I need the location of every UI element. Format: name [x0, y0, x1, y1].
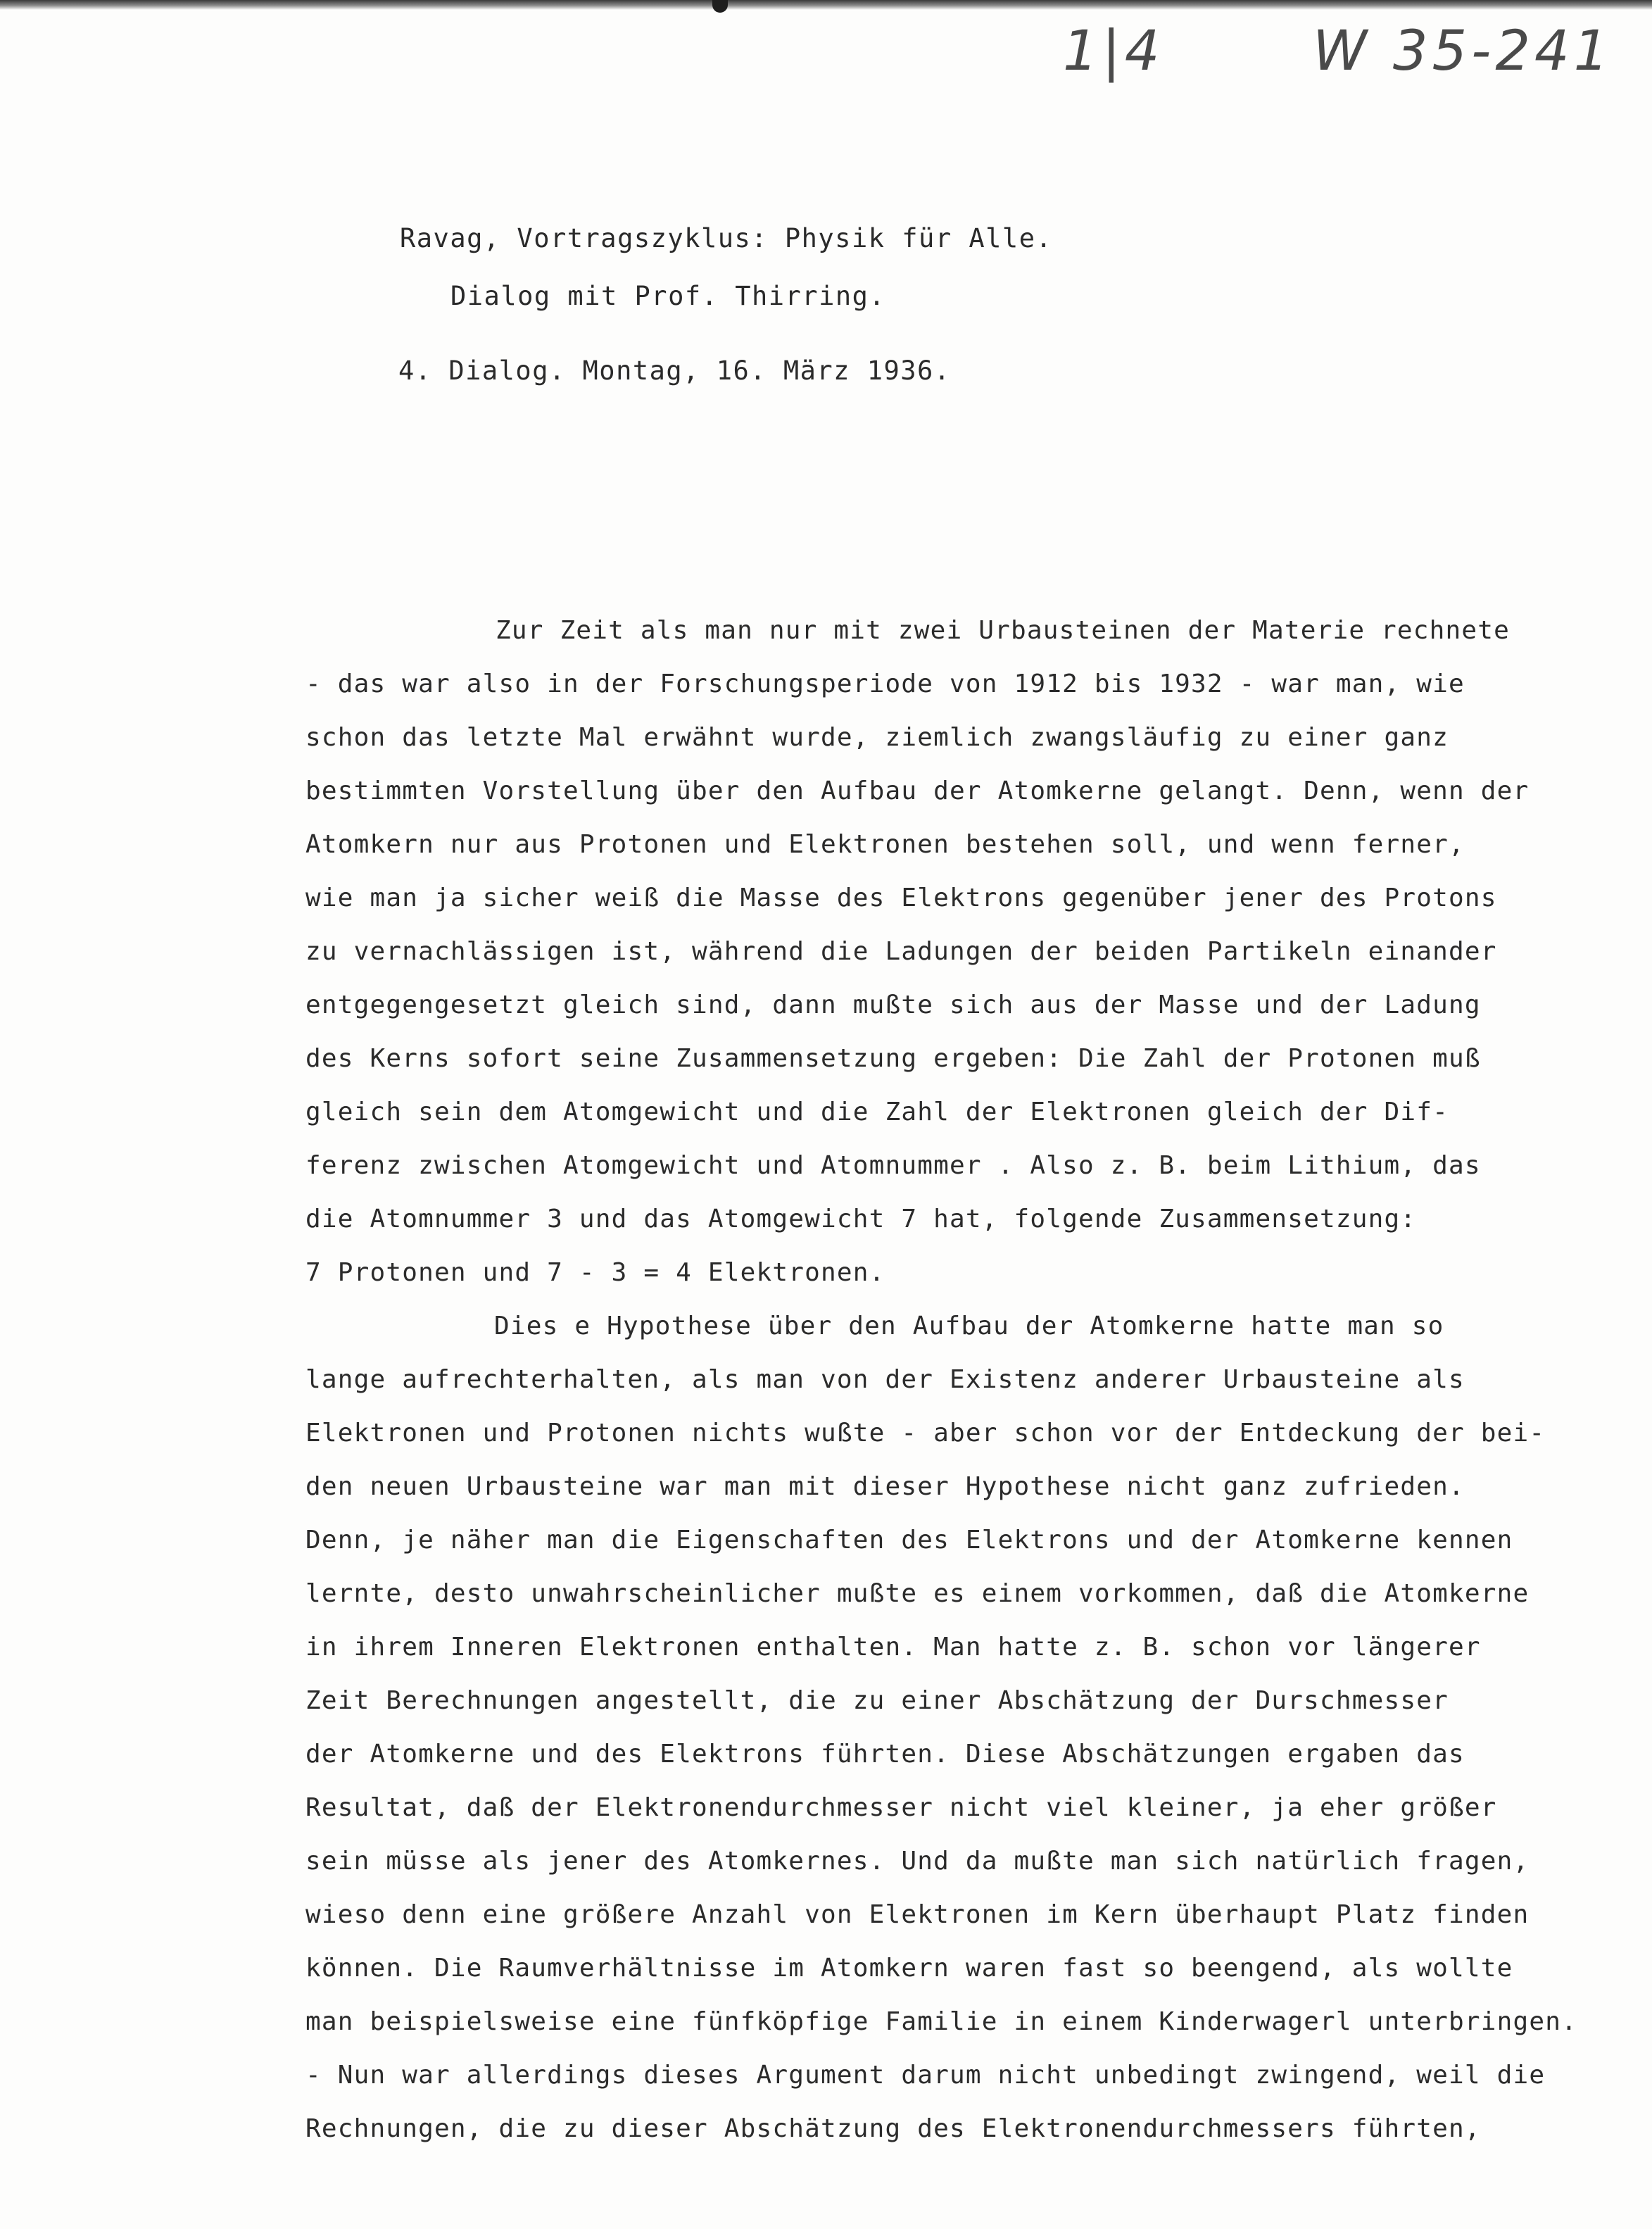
dialog-subtitle: Dialog mit Prof. Thirring. — [450, 281, 886, 311]
text-line: man beispielsweise eine fünfköpfige Familie in einem Kinderwagerl unterbringen. — [305, 2007, 1578, 2036]
text-line: den neuen Urbausteine war man mit dieser Hypothese nicht ganz zufrieden. — [305, 1472, 1465, 1501]
text-line: die Atomnummer 3 und das Atomgewicht 7 hat, folgende Zusammensetzung: — [305, 1205, 1417, 1233]
scan-top-edge — [0, 0, 1652, 10]
handwritten-page-number: 1|4 — [1063, 20, 1164, 83]
text-line: lernte, desto unwahrscheinlicher mußte es einem vorkommen, daß die Atomkerne — [305, 1579, 1530, 1608]
text-line: Denn, je näher man die Eigenschaften des Elektrons und der Atomkerne kennen — [305, 1526, 1513, 1555]
text-line: können. Die Raumverhältnisse im Atomkern waren fast so beengend, als wollte — [305, 1954, 1513, 1983]
text-line: zu vernachlässigen ist, während die Ladungen der beiden Partikeln einander — [305, 937, 1497, 966]
text-line: des Kerns sofort seine Zusammensetzung ergeben: Die Zahl der Protonen muß — [305, 1044, 1481, 1073]
text-line: schon das letzte Mal erwähnt wurde, ziemlich zwangsläufig zu einer ganz — [305, 723, 1449, 752]
text-line: Atomkern nur aus Protonen und Elektronen bestehen soll, und wenn ferner, — [305, 830, 1465, 859]
text-line: - das war also in der Forschungsperiode von 1912 bis 1932 - war man, wie — [305, 670, 1465, 698]
text-line: sein müsse als jener des Atomkernes. Und da mußte man sich natürlich fragen, — [305, 1847, 1530, 1876]
text-line: - Nun war allerdings dieses Argument darum nicht unbedingt zwingend, weil die — [305, 2061, 1546, 2090]
body-text — [305, 604, 1629, 2156]
text-line: Rechnungen, die zu dieser Abschätzung des Elektronendurchmessers führten, — [305, 2114, 1481, 2143]
series-title: Ravag, Vortragszyklus: Physik für Alle. — [400, 223, 1053, 253]
text-line: bestimmten Vorstellung über den Aufbau der Atomkerne gelangt. Denn, wenn der — [305, 777, 1530, 805]
text-line: Resultat, daß der Elektronendurchmesser nicht viel kleiner, ja eher größer — [305, 1793, 1497, 1822]
text-line: der Atomkerne und des Elektrons führten. Diese Abschätzungen ergaben das — [305, 1740, 1465, 1769]
text-line: wie man ja sicher weiß die Masse des Elektrons gegenüber jener des Protons — [305, 884, 1497, 912]
text-line: gleich sein dem Atomgewicht und die Zahl der Elektronen gleich der Dif- — [305, 1098, 1449, 1126]
text-line: wieso denn eine größere Anzahl von Elektronen im Kern überhaupt Platz finden — [305, 1900, 1530, 1929]
text-line: Elektronen und Protonen nichts wußte - aber schon vor der Entdeckung der bei- — [305, 1419, 1546, 1448]
handwritten-archive-number: W 35-241 — [1313, 20, 1613, 83]
punch-mark — [712, 0, 728, 13]
dialog-date: 4. Dialog. Montag, 16. März 1936. — [398, 356, 951, 386]
text-line: Zur Zeit als man nur mit zwei Urbausteinen der Materie rechnete — [496, 616, 1511, 645]
text-line: entgegengesetzt gleich sind, dann mußte sich aus der Masse und der Ladung — [305, 991, 1481, 1019]
text-line: in ihrem Inneren Elektronen enthalten. Man hatte z. B. schon vor längerer — [305, 1633, 1481, 1662]
text-line: 7 Protonen und 7 - 3 = 4 Elektronen. — [305, 1258, 885, 1287]
text-line: ferenz zwischen Atomgewicht und Atomnummer . Also z. B. beim Lithium, das — [305, 1151, 1481, 1180]
text-line: Dies e Hypothese über den Aufbau der Atomkerne hatte man so — [494, 1312, 1444, 1340]
text-line: Zeit Berechnungen angestellt, die zu einer Abschätzung der Durschmesser — [305, 1686, 1449, 1715]
text-line: lange aufrechterhalten, als man von der Existenz anderer Urbausteine als — [305, 1365, 1465, 1394]
